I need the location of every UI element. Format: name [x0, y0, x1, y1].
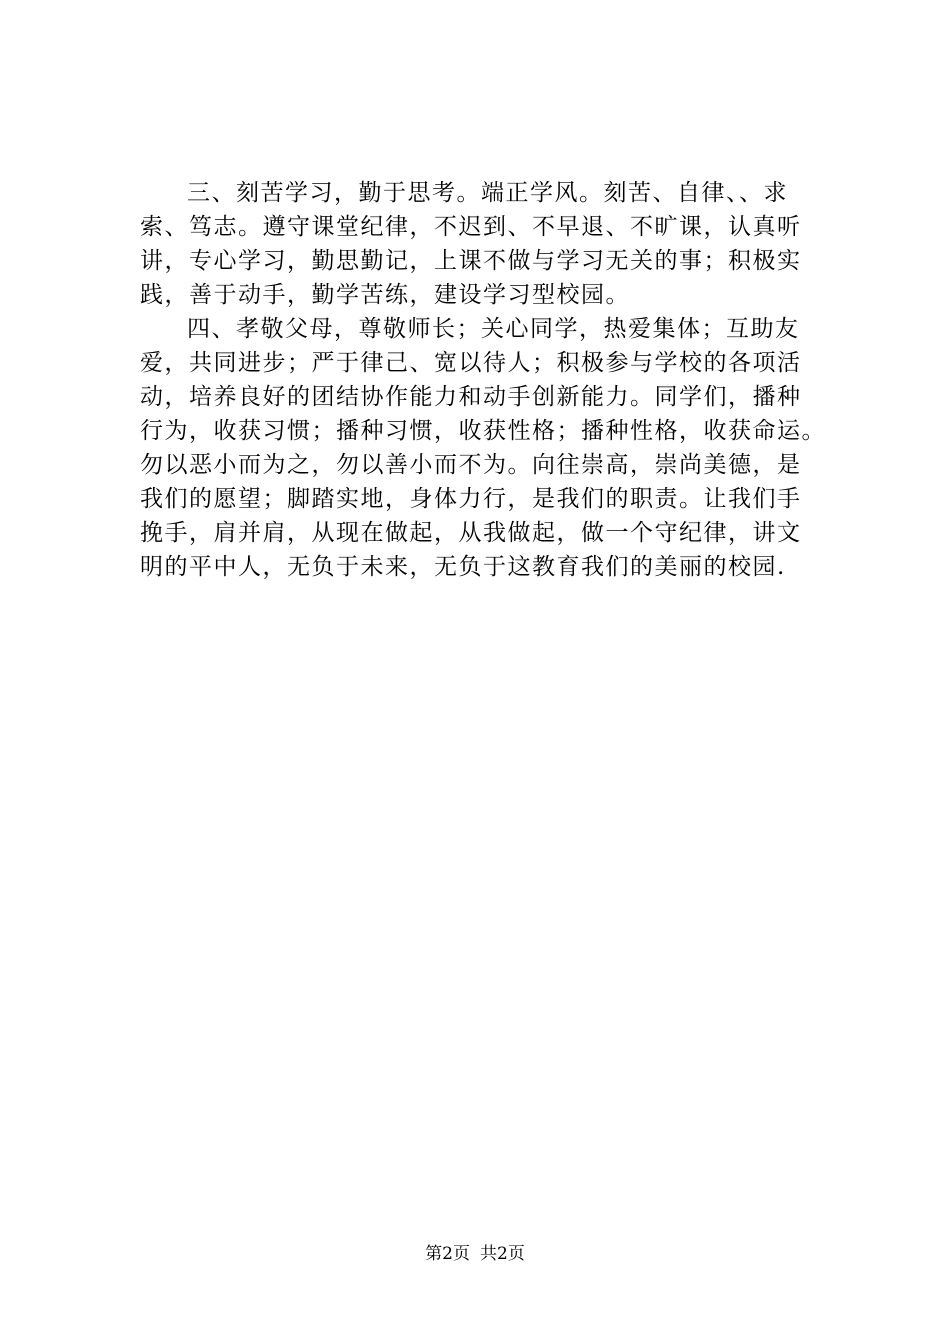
paragraph-4-line-4: 行为，收获习惯；播种习惯，收获性格；播种性格，收获命运。 [140, 418, 826, 444]
paragraph-3-line-2: 索、笃志。遵守课堂纪律，不迟到、不早退、不旷课，认真听 [140, 214, 802, 240]
paragraph-4-line-7: 挽手，肩并肩，从现在做起，从我做起，做一个守纪律，讲文 [140, 520, 802, 546]
document-body [140, 176, 840, 584]
page-total-label: 共2页 [480, 1244, 525, 1264]
paragraph-3-line-4: 践，善于动手，勤学苦练，建设学习型校园。 [140, 282, 630, 308]
paragraph-4-line-6: 我们的愿望；脚踏实地，身体力行，是我们的职责。让我们手 [140, 486, 802, 512]
page-footer [0, 1242, 950, 1266]
paragraph-4-line-8: 明的平中人，无负于未来，无负于这教育我们的美丽的校园. [140, 554, 786, 580]
paragraph-4-line-5: 勿以恶小而为之，勿以善小而不为。向往崇高，崇尚美德，是 [140, 452, 802, 478]
paragraph-3-line-1: 三、刻苦学习，勤于思考。端正学风。刻苦、自律、、求 [187, 180, 788, 206]
paragraph-4-line-1: 四、孝敬父母，尊敬师长；关心同学，热爱集体；互助友 [187, 316, 800, 342]
page-number-label: 第2页 [425, 1244, 470, 1264]
paragraph-4-line-3: 动，培养良好的团结协作能力和动手创新能力。同学们，播种 [140, 384, 802, 410]
paragraph-4-line-2: 爱，共同进步；严于律己、宽以待人；积极参与学校的各项活 [140, 350, 802, 376]
paragraph-3-line-3: 讲，专心学习，勤思勤记，上课不做与学习无关的事；积极实 [140, 248, 802, 274]
